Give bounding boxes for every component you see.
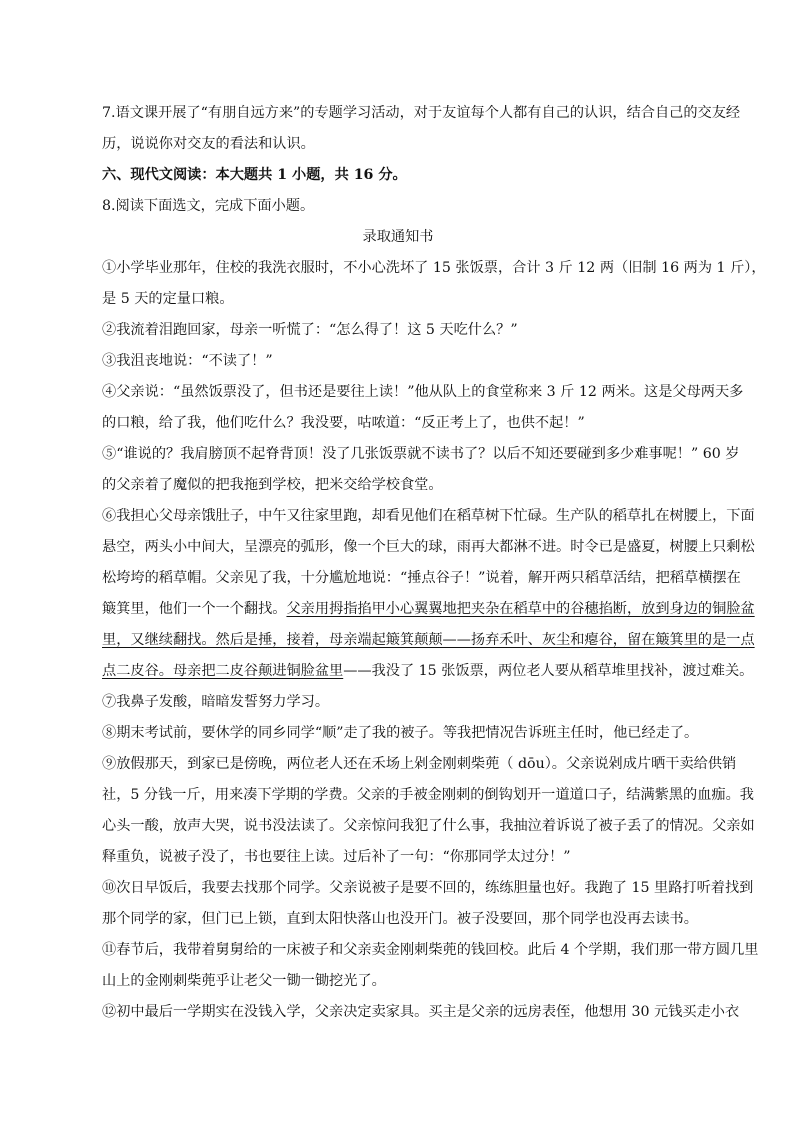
paragraph-11-line-1: ⑪春节后，我带着舅舅给的一床被子和父亲卖金刚刺柴蔸的钱回校。此后 4 个学期，我们那一带方圆几里 [102,942,759,958]
paragraph-5-line-2: 的父亲着了魔似的把我拖到学校，把米交给学校食堂。 [102,477,443,493]
paragraph-10-line-1: ⑩次日早饭后，我要去找那个同学。父亲说被子是要不回的，练练胆量也好。我跑了 15 里路打听着找到 [102,880,754,896]
paragraph-6-line-5 [102,625,755,656]
document-body [102,98,766,1028]
paragraph-6-underlined-sentence-end: 点二皮谷。母亲把二皮谷颠进铜脸盆里 [102,663,344,679]
paragraph-1-line-1: ①小学毕业那年，住校的我洗衣服时，不小心洗坏了 15 张饭票，合计 3 斤 12 两（旧制 16 两为 1 斤）， [102,260,766,276]
paragraph-4-line-1: ④父亲说：“虽然饭票没了，但书还是要往上读！”他从队上的食堂称来 3 斤 12 两米。这是父母两天多 [102,384,744,400]
paragraph-6-line-6-plain: ——我没了 15 张饭票，两位老人要从稻草堆里找补，渡过难关。 [343,663,754,679]
paragraph-6-line-4-plain: 簸箕里，他们一个一个翻找。 [102,601,287,617]
paragraph-6-underlined-sentence-start: 父亲用拇指掐甲小心翼翼地把夹杂在稻草中的谷穗掐断，放到身边的铜脸盆 [286,601,755,617]
question-8-prompt: 8.阅读下面选文，完成下面小题。 [102,198,315,214]
paragraph-6-line-1: ⑥我担心父母亲饿肚子，中午又往家里跑，却看见他们在稻草树下忙碌。生产队的稻草扎在树腰上，下面 [102,508,755,524]
paragraph-6-line-3: 松垮垮的稻草帽。父亲见了我，十分尴尬地说：“捶点谷子！”说着，解开两只稻草活结，把稻草横摆在 [102,570,741,586]
question-7-line-1: 7.语文课开展了“有朋自远方来”的专题学习活动，对于友谊每个人都有自己的认识，结合自己的交友经 [102,105,741,121]
paragraph-2: ②我流着泪跑回家，母亲一听慌了：“怎么得了！这 5 天吃什么？” [102,322,518,338]
paragraph-10-line-2: 那个同学的家，但门已上锁，直到太阳快落山也没开门。被子没要回，那个同学也没再去读书。 [102,911,698,927]
paragraph-8: ⑧期末考试前，要休学的同乡同学“顺”走了我的被子。等我把情况告诉班主任时，他已经走了。 [102,725,699,741]
paragraph-12-line-1: ⑫初中最后一学期实在没钱入学，父亲决定卖家具。买主是父亲的远房表侄，他想用 30 元钱买走小衣 [102,1004,740,1020]
paragraph-7: ⑦我鼻子发酸，暗暗发誓努力学习。 [102,694,330,710]
question-7-line-2: 历，说说你对交友的看法和认识。 [102,136,315,152]
paragraph-11-line-2: 山上的金刚刺柴蔸乎让老父一锄一锄挖光了。 [102,973,386,989]
paragraph-3: ③我沮丧地说：“不读了！” [102,353,273,369]
paragraph-6-underlined-sentence-middle: 里，又继续翻找。然后是捶，接着，母亲端起簸箕颠颠——扬弃禾叶、灰尘和瘪谷，留在簸箕里的是一点 [102,632,755,648]
paragraph-5-line-1: ⑤“谁说的？我肩膀顶不起脊背顶！没了几张饭票就不读书了？以后不知还要碰到多少难事呢！” 60 岁 [102,446,740,462]
section-6-heading: 六、现代文阅读：本大题共 1 小题，共 16 分。 [102,167,407,183]
paragraph-9-line-4: 释重负，说被子没了，书也要往上读。过后补了一句：“你那同学太过分！” [102,849,571,865]
paragraph-9-line-2: 社，5 分钱一斤，用来凑下学期的学费。父亲的手被金刚刺的倒钩划开一道道口子，结满紫黑的血痂。我 [102,787,754,803]
article-title: 录取通知书 [362,229,434,245]
paragraph-1-line-2: 是 5 天的定量口粮。 [102,291,234,307]
paragraph-6-line-2: 悬空，两头小中间大，呈漂亮的弧形，像一个巨大的球，雨再大都淋不进。时令已是盛夏，树腰上只剩松 [102,539,755,555]
paragraph-6-line-4 [102,594,755,625]
paragraph-9-line-1: ⑨放假那天，到家已是傍晚，两位老人还在禾场上剁金刚刺柴蔸（ dōu）。父亲说剁成片晒干卖给供销 [102,756,737,772]
paragraph-6-line-6 [102,656,754,687]
paragraph-4-line-2: 的口粮，给了我，他们吃什么？我没要，咕哝道：“反正考上了，也供不起！” [102,415,585,431]
paragraph-9-line-3: 心头一酸，放声大哭，说书没法读了。父亲惊问我犯了什么事，我抽泣着诉说了被子丢了的情况。父亲如 [102,818,755,834]
